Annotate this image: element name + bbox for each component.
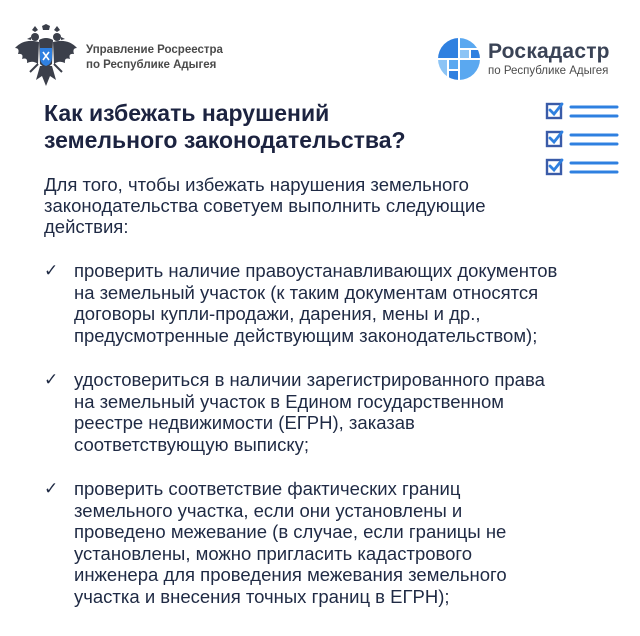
item-line: проверить наличие правоустанавливающих документов xyxy=(74,260,558,281)
item-line: проведено межевание (в случае, если границы не xyxy=(74,521,507,542)
list-item-text xyxy=(74,369,624,455)
item-line: реестре недвижимости (ЕГРН), заказав xyxy=(74,412,415,433)
rosreestr-logo-block xyxy=(12,24,223,92)
list-item xyxy=(44,260,624,346)
item-line: инженера для проведения межевания земельного xyxy=(74,564,507,585)
list-item-text xyxy=(74,478,624,607)
intro-line-2: законодательства советуем выполнить следующие xyxy=(44,195,486,216)
list-item-text xyxy=(74,260,624,346)
check-icon: ✓ xyxy=(44,261,59,280)
check-icon: ✓ xyxy=(44,479,59,498)
header xyxy=(0,0,640,100)
item-line: договоры купли-продажи, дарения, мены и др., xyxy=(74,303,481,324)
item-line: участка и внесения точных границ в ЕГРН); xyxy=(74,585,450,607)
item-line: на земельный участок (к таким документам относятся xyxy=(74,281,539,303)
item-line: проверить соответствие фактических границ xyxy=(74,478,461,499)
checklist-icon xyxy=(545,100,621,184)
rosreestr-org-name xyxy=(86,43,223,73)
title-line-1: Как избежать нарушений xyxy=(44,100,330,126)
item-line: установлены, можно пригласить кадастрового xyxy=(74,542,473,564)
roskadastr-name: Роскадастр xyxy=(488,40,610,63)
roskadastr-logo-block xyxy=(436,36,610,82)
checklist-row-2 xyxy=(547,132,617,146)
item-line: земельного участка, если они установлены и xyxy=(74,499,463,521)
intro-line-1: Для того, чтобы избежать нарушения земельного xyxy=(44,174,469,195)
roskadastr-globe-icon xyxy=(436,36,482,82)
title-line-2: земельного законодательства? xyxy=(44,127,406,153)
roskadastr-subtitle: по Республике Адыгея xyxy=(488,65,609,77)
roskadastr-text xyxy=(488,40,610,78)
item-line: предусмотренные действующим законодательством); xyxy=(74,324,538,346)
list-item xyxy=(44,369,624,455)
intro-line-3: действия: xyxy=(44,216,129,237)
item-line: удостовериться в наличии зарегистрированного права xyxy=(74,369,545,390)
intro-paragraph xyxy=(44,174,564,237)
check-icon: ✓ xyxy=(44,370,59,389)
item-line: соответствующую выписку; xyxy=(74,433,310,455)
list-item xyxy=(44,478,624,607)
item-line: на земельный участок в Едином государственном xyxy=(74,390,504,412)
rosreestr-line-2: по Республике Адыгея xyxy=(86,59,217,71)
rosreestr-line-1: Управление Росреестра xyxy=(86,44,223,56)
checklist-row-3 xyxy=(547,160,617,174)
page-title xyxy=(44,100,524,154)
double-headed-eagle-icon xyxy=(12,24,80,92)
recommendation-list xyxy=(44,260,624,607)
checklist-row-1 xyxy=(547,104,617,118)
